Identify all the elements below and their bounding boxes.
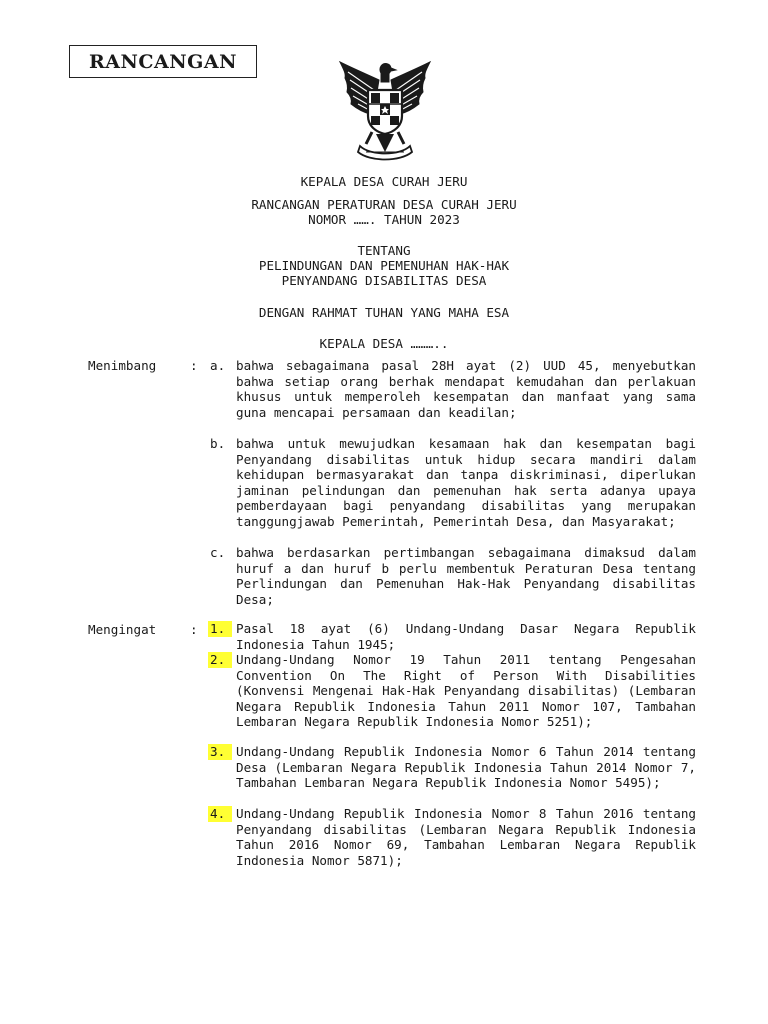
regulation-number: NOMOR ……. TAHUN 2023 (308, 212, 460, 227)
draft-label: RANCANGAN (89, 50, 237, 73)
menimbang-item-a: bahwa sebagaimana pasal 28H ayat (2) UUD 45, menyebutkan bahwa setiap orang berhak mendapat kemudahan dan perlakuan khusus untuk memperoleh kesempatan dan manfaat yang sama guna mencapai persamaan dan keadilan; (236, 358, 696, 420)
draft-label-box (69, 45, 257, 78)
menimbang-item-b: bahwa untuk mewujudkan kesamaan hak dan kesempatan bagi Penyandang disabilitas untuk hidup secara mandiri dalam kehidupan bermasyarakat dan tanpa diskriminasi, diperlukan jaminan pelindungan dan pemenuhan hak serta adanya upaya pemberdayaan bagi penyandang disabilitas yang merupakan tanggungjawab Pemerintah, Pemerintah Desa, dan Masyarakat; (236, 436, 696, 529)
garuda-emblem-icon (336, 60, 434, 164)
mengingat-marker-4: 4. (208, 806, 232, 822)
authority-heading: KEPALA DESA CURAH JERU (300, 174, 468, 189)
mengingat-marker-2: 2. (208, 652, 232, 668)
mengingat-marker-3: 3. (208, 744, 232, 760)
menimbang-item-c: bahwa berdasarkan pertimbangan sebagaimana dimaksud dalam huruf a dan huruf b perlu membentuk Peraturan Desa tentang Perlindungan dan Pemenuhan Hak-Hak Penyandang disabilitas Desa; (236, 545, 696, 607)
menimbang-colon: : (190, 358, 198, 373)
menimbang-marker-a: a. (210, 358, 226, 373)
mengingat-colon: : (190, 622, 198, 637)
mengingat-item-4: Undang-Undang Republik Indonesia Nomor 8 Tahun 2016 tentang Penyandang disabilitas (Lembaran Negara Republik Indonesia Tahun 2016 Nomor 69, Tambahan Lembaran Negara Republik Indonesia Nomor 5871); (236, 806, 696, 868)
mengingat-label: Mengingat (88, 622, 157, 637)
regulation-title: RANCANGAN PERATURAN DESA CURAH JERU (251, 197, 517, 212)
mengingat-item-2: Undang-Undang Nomor 19 Tahun 2011 tentang Pengesahan Convention On The Right of Person With Disabilities (Konvensi Mengenai Hak-Hak Penyandang disabilitas) (Lembaran Negara Republik Indonesia Tahun 2011 Nomor 107, Tambahan Lembaran Negara Republik Indonesia Nomor 5251); (236, 652, 696, 730)
blessing-line: DENGAN RAHMAT TUHAN YANG MAHA ESA (258, 305, 510, 320)
mengingat-item-3: Undang-Undang Republik Indonesia Nomor 6 Tahun 2014 tentang Desa (Lembaran Negara Republik Indonesia Tahun 2014 Nomor 7, Tambahan Lembaran Negara Republik Indonesia Nomor 5495); (236, 744, 696, 791)
mengingat-item-1: Pasal 18 ayat (6) Undang-Undang Dasar Negara Republik Indonesia Tahun 1945; (236, 621, 696, 652)
menimbang-marker-b: b. (210, 436, 226, 451)
menimbang-marker-c: c. (210, 545, 226, 560)
subject-line-2: PENYANDANG DISABILITAS DESA (281, 273, 487, 288)
signatory-line: KEPALA DESA ……….. (319, 336, 449, 351)
menimbang-label: Menimbang (88, 358, 157, 373)
about-label: TENTANG (357, 243, 411, 258)
mengingat-marker-1: 1. (208, 621, 232, 637)
subject-line-1: PELINDUNGAN DAN PEMENUHAN HAK-HAK (258, 258, 510, 273)
